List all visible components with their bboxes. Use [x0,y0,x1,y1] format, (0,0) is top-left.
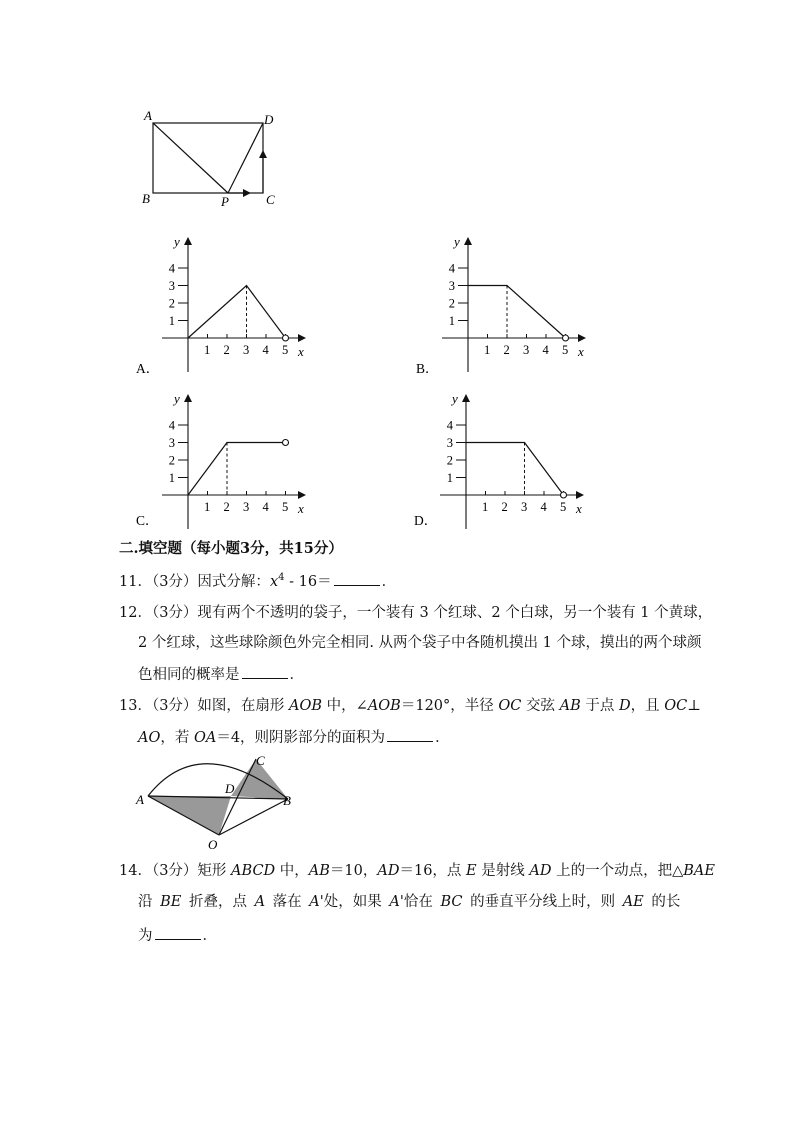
y-axis-label: y [454,234,460,249]
q14-text-line2-g: 的长 [643,894,681,910]
label-d: D [264,112,274,127]
question-12-line3 [138,664,304,685]
graph-option-a [120,225,320,380]
open-endpoint [561,492,567,498]
q13-var-aob: AOB [289,698,323,714]
graph-option-d [398,387,598,535]
sector-label-a: A [136,792,144,807]
question-12-line2: 2 个红球，这些球除颜色外完全相同. 从两个袋子中各随机摸出 1 个球，摸出的两个球颜 [138,635,702,651]
x-axis-label: x [578,344,584,359]
open-endpoint [563,335,569,341]
y-tick-label: 4 [168,418,175,433]
question-12-line1: 12．（3分）现有两个不透明的袋子，一个装有 3 个红球、2 个白球，另一个装有 1 个黄球， [119,605,713,621]
q12-line3-text: 色相同的概率是 [138,667,240,683]
x-tick-label: 4 [262,343,269,357]
q12-answer-blank[interactable] [242,664,288,679]
q14-var-ab: AB [308,863,330,879]
y-tick-label: 1 [448,314,455,328]
q11-exponent: 4 [278,572,285,584]
q14-text-line2-f: 的垂直平分线上时，则 [462,894,623,910]
x-tick-label: 4 [262,500,269,514]
q14-var-ad: AD [377,863,400,879]
option-label: D． [414,513,438,528]
y-tick-label: 4 [168,261,175,276]
q14-var-abcd: ABCD [231,863,276,879]
q13-end: ． [435,730,450,746]
q13-text-d: 交弦 [521,698,560,714]
q14-var-a: A [254,894,266,910]
q14-var-a-prime-2: A' [389,894,404,910]
q14-text-d: ＝16，点 [399,863,467,879]
q12-end: ． [289,667,304,683]
x-tick-label: 1 [482,500,489,514]
x-tick-label: 5 [562,343,569,357]
q14-text-line2-d: 处，如果 [323,894,390,910]
x-axis-label: x [298,344,304,359]
q13-text-a: 13．（3分）如图，在扇形 [119,698,290,714]
q13-var-d: D [618,698,631,714]
q11-prefix: 11．（3分）因式分解： [119,574,270,590]
x-tick-label: 2 [503,343,510,357]
y-tick-label: 4 [448,261,455,276]
y-tick-label: 2 [446,453,453,468]
label-p: P [221,194,229,209]
x-tick-label: 3 [243,500,250,514]
x-tick-label: 5 [282,500,289,514]
q14-var-be: BE [160,894,182,910]
x-tick-label: 1 [484,343,491,357]
q13-text-line2-a: ，若 [160,730,194,746]
section-heading: 二.填空题（每小题3分，共15分） [119,540,343,557]
x-tick-label: 5 [282,343,289,357]
x-tick-label: 2 [223,343,230,357]
q11-end: ． [381,574,397,590]
sector-label-o: O [208,837,218,852]
question-13-line1 [119,696,701,716]
y-tick-label: 3 [168,279,175,293]
x-tick-label: 3 [243,343,250,357]
question-13-line2 [138,727,450,748]
q13-var-oa: OA [193,730,217,746]
y-tick-label: 1 [446,471,453,485]
y-tick-label: 1 [168,314,175,328]
q13-answer-blank[interactable] [387,727,433,742]
question-11 [119,571,396,592]
q14-var-e: E [466,863,477,879]
segment-pd [228,123,263,193]
q14-end: ． [202,928,217,944]
q11-answer-blank[interactable] [334,571,380,586]
sector-label-c: C [256,753,265,768]
q14-text-c: ＝10， [329,863,378,879]
function-line [468,286,566,339]
x-tick-label: 2 [501,500,508,514]
q11-var: x [269,574,279,590]
q13-perp: ⊥ [687,698,701,714]
open-endpoint [283,440,289,446]
y-tick-label: 3 [448,279,455,293]
y-tick-label: 2 [168,296,175,311]
y-axis-label: y [174,234,180,249]
rectangle-figure [130,105,290,215]
q13-text-b: 中，∠ [322,698,368,714]
label-c: C [266,192,275,207]
q14-text-e: 是射线 [476,863,530,879]
option-label: C． [136,513,159,528]
function-line [188,286,286,339]
q11-rest: - 16＝ [284,574,332,590]
y-tick-label: 3 [446,436,453,450]
rectangle-abcd [153,123,263,193]
q14-text-line2-c: 落在 [265,894,310,910]
graph-option-c [120,387,320,535]
q13-text-line2-b: ＝4，则阴影部分的面积为 [216,730,386,746]
q13-var-oc: OC [498,698,522,714]
y-tick-label: 1 [168,471,175,485]
question-14-line1 [119,861,715,881]
label-b: B [142,191,150,206]
option-label: A． [136,361,160,376]
x-axis-label: x [576,501,582,516]
sector-label-d: D [225,781,235,796]
question-14-line2 [138,892,680,912]
q13-var-oc-2: OC [664,698,688,714]
x-tick-label: 1 [204,343,211,357]
q14-var-bc: BC [440,894,463,910]
shaded-triangle-aod [148,796,231,835]
q14-line3-text: 为 [138,928,153,944]
q14-text-line2-e: 恰在 [403,894,441,910]
x-tick-label: 5 [560,500,567,514]
y-tick-label: 4 [446,418,453,433]
x-tick-label: 2 [223,500,230,514]
q13-text-f: ，且 [630,698,665,714]
x-tick-label: 4 [540,500,547,514]
q14-var-ad-2: AD [529,863,552,879]
x-tick-label: 3 [523,343,530,357]
label-a: A [144,108,152,123]
sector-figure [130,748,310,853]
q14-text-b: 中， [275,863,309,879]
sector-label-b: B [283,793,291,808]
x-tick-label: 3 [521,500,528,514]
q14-text-line2-a: 沿 [138,894,161,910]
open-endpoint [283,335,289,341]
graph-option-b [400,225,600,380]
q13-var-angle-aob: AOB [367,698,401,714]
y-axis-label: y [174,391,180,406]
option-label: B． [416,361,439,376]
q14-text-f: 上的一个动点，把△ [551,863,684,879]
q13-var-ab: AB [559,698,581,714]
x-tick-label: 4 [542,343,549,357]
function-line [188,443,286,496]
y-tick-label: 3 [168,436,175,450]
q14-text-a: 14．（3分）矩形 [119,863,232,879]
radius-ob [219,799,288,835]
x-tick-label: 1 [204,500,211,514]
y-tick-label: 2 [448,296,455,311]
y-axis-label: y [452,391,458,406]
question-14-line3 [138,925,217,946]
q14-text-line2-b: 折叠，点 [181,894,255,910]
x-axis-label: x [298,501,304,516]
q14-var-bae: BAE [683,863,715,879]
q14-answer-blank[interactable] [155,925,201,940]
y-tick-label: 2 [168,453,175,468]
q13-text-c: ＝120°，半径 [400,698,499,714]
q13-text-e: 于点 [580,698,619,714]
segment-ap [153,123,228,193]
q13-var-ao: AO [138,730,161,746]
q14-var-ae: AE [622,894,644,910]
q14-var-a-prime: A' [309,894,324,910]
function-line [466,443,564,496]
